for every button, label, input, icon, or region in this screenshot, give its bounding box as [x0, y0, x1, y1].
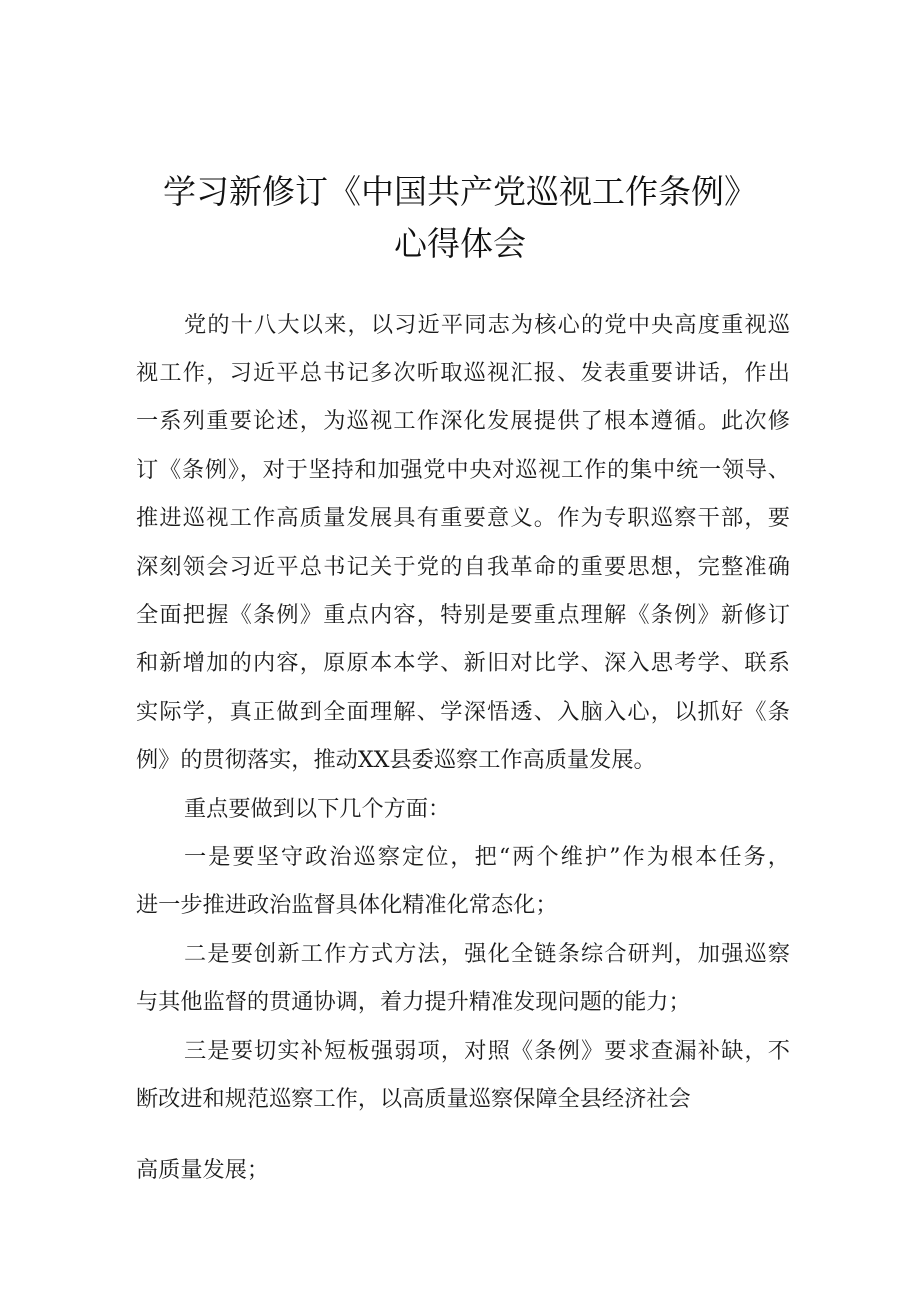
- paragraph-line: 全面把握《条例》重点内容，特别是要重点理解《条例》新修订: [136, 602, 790, 628]
- document-title-line-2: 心得体会: [394, 224, 526, 263]
- paragraph-line: 二是要创新工作方式方法，强化全链条综合研判，加强巡察: [184, 941, 790, 967]
- document-title-line-1: 学习新修订《中国共产党巡视工作条例》: [163, 172, 757, 211]
- paragraph-line: 推进巡视工作高质量发展具有重要意义。作为专职巡察干部，要: [136, 505, 790, 531]
- paragraph-line: 实际学，真正做到全面理解、学深悟透、入脑入心，以抓好《条: [136, 699, 790, 725]
- paragraph-line: 断改进和规范巡察工作，以高质量巡察保障全县经济社会: [136, 1086, 691, 1112]
- paragraph-line: 例》的贯彻落实，推动XX县委巡察工作高质量发展。: [136, 747, 656, 773]
- paragraph-line: 与其他监督的贯通协调，着力提升精准发现问题的能力；: [136, 989, 691, 1015]
- paragraph-line: 一系列重要论述，为巡视工作深化发展提供了根本遵循。此次修: [136, 408, 790, 434]
- paragraph-line: 订《条例》，对于坚持和加强党中央对巡视工作的集中统一领导、: [136, 457, 790, 483]
- paragraph-line: 和新增加的内容，原原本本学、新旧对比学、深入思考学、联系: [136, 650, 790, 676]
- paragraph-line: 进一步推进政治监督具体化精准化常态化；: [136, 892, 558, 918]
- paragraph-line: 党的十八大以来，以习近平同志为核心的党中央高度重视巡: [184, 312, 790, 338]
- paragraph-line: 一是要坚守政治巡察定位，把“两个维护”作为根本任务，: [184, 844, 790, 870]
- paragraph-line: 三是要切实补短板强弱项，对照《条例》要求查漏补缺，不: [184, 1038, 790, 1064]
- paragraph-line: 深刻领会习近平总书记关于党的自我革命的重要思想，完整准确: [136, 554, 790, 580]
- paragraph-line: 重点要做到以下几个方面：: [184, 796, 451, 822]
- paragraph-line: 高质量发展；: [136, 1157, 270, 1183]
- paragraph-line: 视工作，习近平总书记多次听取巡视汇报、发表重要讲话，作出: [136, 360, 790, 386]
